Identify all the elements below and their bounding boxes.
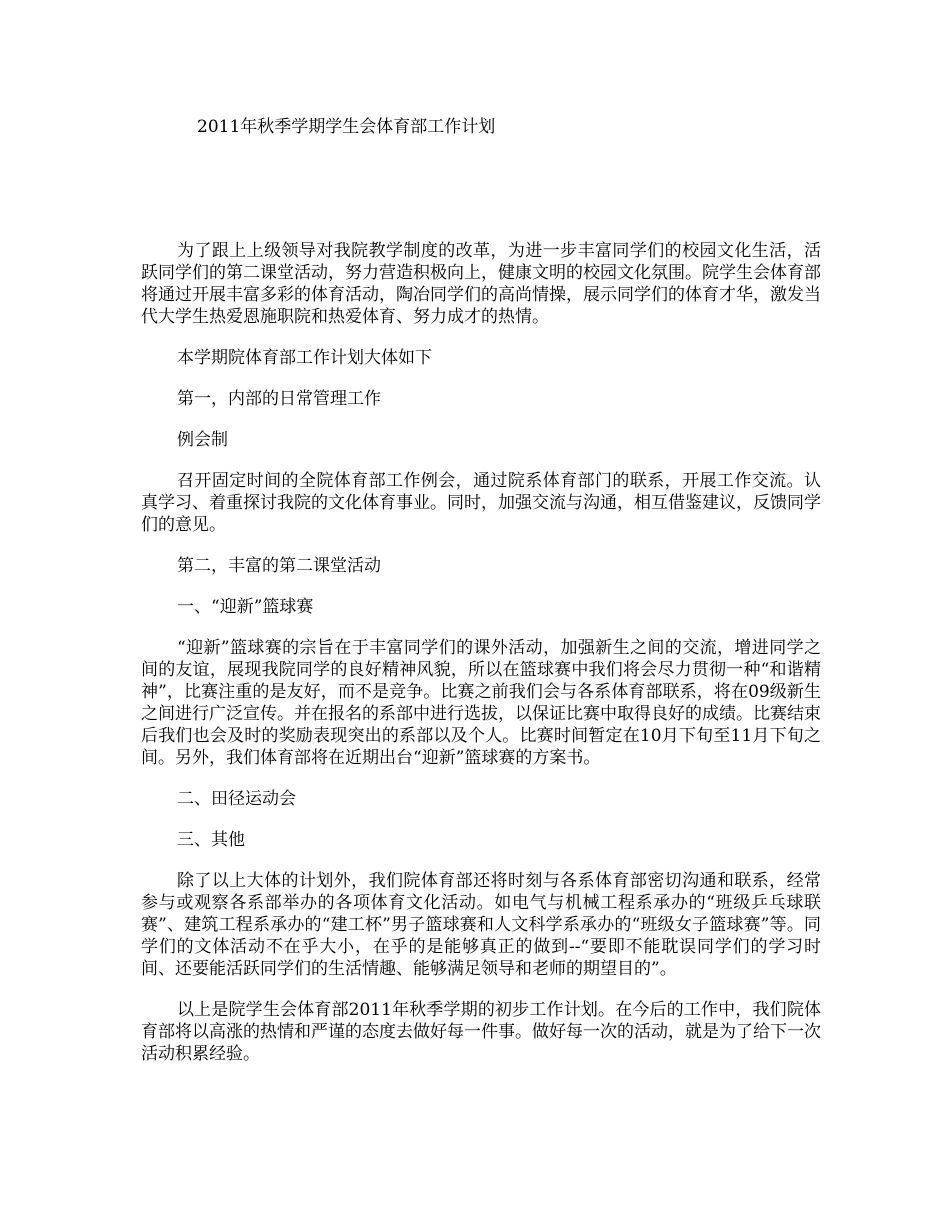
heading-section-1: 第一，内部的日常管理工作 (177, 389, 381, 409)
heading-basketball: 一、“迎新”篮球赛 (177, 597, 314, 617)
paragraph-conclusion: 以上是院学生会体育部2011年秋季学期的初步工作计划。在今后的工作中，我们院体育部将以高涨的热情和严谨的态度去做好每一件事。做好每一次的活动，就是为了给下一次活动积累经验。 (141, 1000, 821, 1064)
paragraph-meeting: 召开固定时间的全院体育部工作例会，通过院系体育部门的联系，开展工作交流。认真学习、着重探讨我院的文化体育事业。同时，加强交流与沟通，相互借鉴建议，反馈同学们的意见。 (141, 471, 821, 535)
paragraph-other: 除了以上大体的计划外，我们院体育部还将时刻与各系体育部密切沟通和联系，经常参与或观察各系部举办的各项体育文化活动。如电气与机械工程系承办的“班级乒乓球联赛”、建筑工程系承办的“建工杯”男子篮球赛和人文科学系承办的“班级女子篮球赛”等。同学们的文体活动不在乎大小，在乎的是能够真正的做到--“要即不能耽误同学们的学习时间、还要能活跃同学们的生活情趣、能够满足领导和老师的期望目的”。 (141, 871, 821, 979)
paragraph-basketball: “迎新”篮球赛的宗旨在于丰富同学们的课外活动，加强新生之间的交流，增进同学之间的友谊，展现我院同学的良好精神风貌，所以在篮球赛中我们将会尽力贯彻一种“和谐精神”，比赛注重的是友好，而不是竞争。比赛之前我们会与各系体育部联系，将在09级新生之间进行广泛宣传。并在报名的系部中进行选拔，以保证比赛中取得良好的成绩。比赛结束后我们也会及时的奖励表现突出的系部以及个人。比赛时间暂定在10月下旬至11月下旬之间。另外，我们体育部将在近期出台“迎新”篮球赛的方案书。 (141, 638, 821, 768)
heading-section-2: 第二，丰富的第二课堂活动 (177, 556, 381, 576)
paragraph-plan-overview: 本学期院体育部工作计划大体如下 (177, 348, 432, 368)
heading-track-field: 二、田径运动会 (177, 789, 296, 809)
heading-other: 三、其他 (177, 830, 245, 850)
document-title: 2011年秋季学期学生会体育部工作计划 (197, 117, 496, 137)
heading-meeting-system: 例会制 (177, 430, 228, 450)
paragraph-intro: 为了跟上上级领导对我院教学制度的改革，为进一步丰富同学们的校园文化生活，活跃同学们的第二课堂活动，努力营造积极向上，健康文明的校园文化氛围。院学生会体育部将通过开展丰富多彩的体育活动，陶冶同学们的高尚情操，展示同学们的体育才华，激发当代大学生热爱恩施职院和热爱体育、努力成才的热情。 (141, 241, 821, 327)
document-body (141, 240, 821, 1065)
